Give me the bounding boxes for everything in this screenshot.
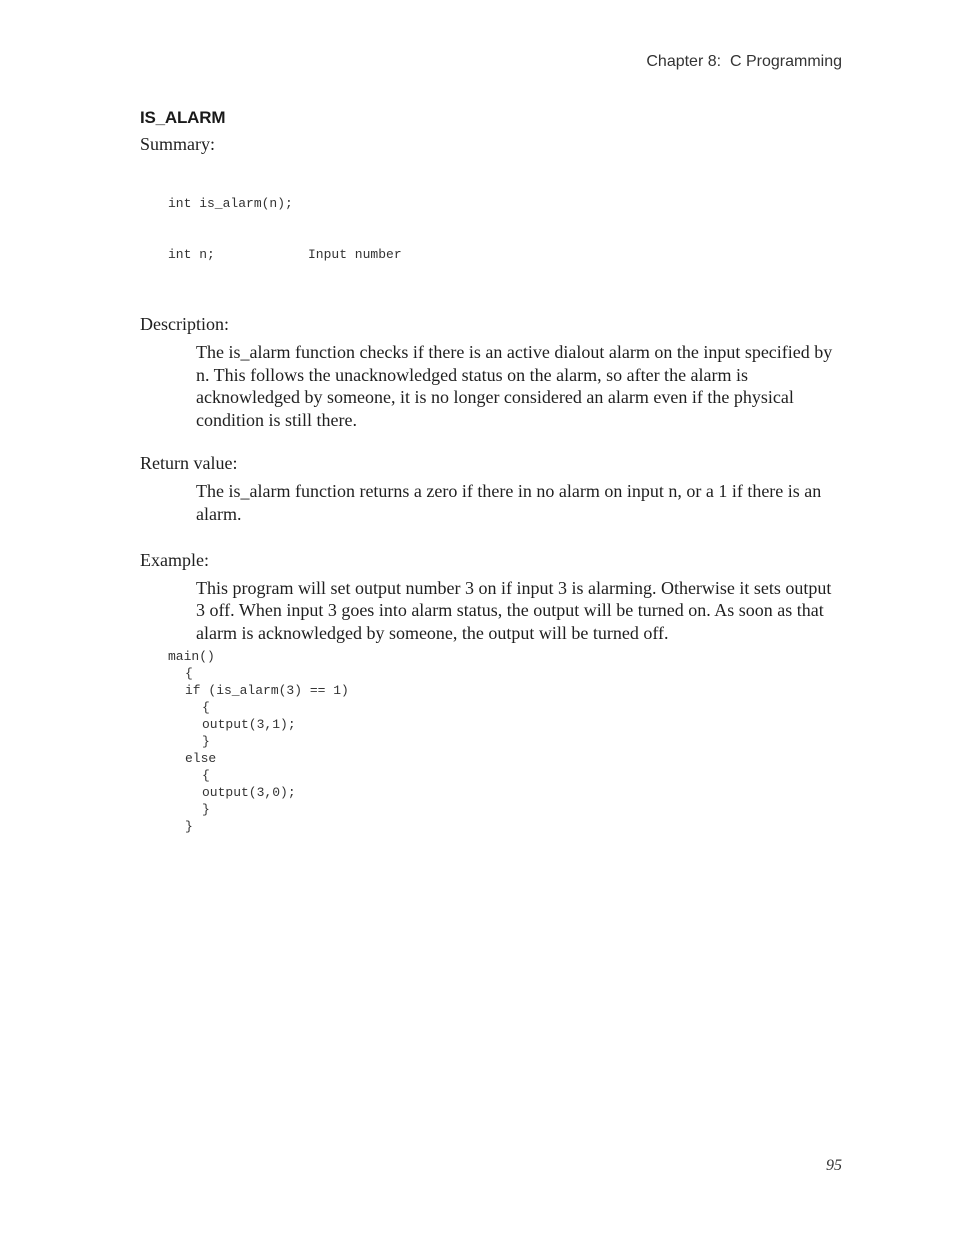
running-header: Chapter 8: C Programming (646, 53, 842, 70)
page-content (140, 108, 840, 835)
code-line: } (185, 819, 193, 835)
function-title: IS_ALARM (140, 108, 226, 127)
summary-declaration: int n; (168, 247, 215, 262)
description-text: The is_alarm function checks if there is an active dialout alarm on the input specified by n. This follows the unacknowledged status on the alarm, so after the alarm is acknowledged by someone, it is no longer considered an alarm even if the physical condition is still there. (196, 342, 833, 430)
example-label: Example: (140, 549, 209, 570)
code-line: output(3,0); (202, 785, 296, 801)
return-value-label: Return value: (140, 453, 238, 474)
description-label: Description: (140, 314, 229, 334)
summary-line (168, 195, 840, 212)
code-line: } (202, 734, 210, 750)
summary-label: Summary: (140, 134, 215, 154)
summary-line (168, 246, 840, 263)
code-line: if (is_alarm(3) == 1) (185, 683, 349, 699)
return-value-text: The is_alarm function returns a zero if there in no alarm on input n, or a 1 if there is an alarm. (196, 481, 822, 524)
code-line: else (185, 751, 217, 767)
code-line: output(3,1); (202, 717, 296, 733)
code-line: } (202, 802, 210, 818)
page-number: 95 (826, 1157, 842, 1174)
code-line: { (202, 768, 210, 784)
code-line: { (202, 700, 210, 716)
summary-comment: Input number (308, 247, 402, 262)
summary-code-block (168, 161, 840, 297)
code-line: main() (168, 649, 215, 665)
summary-declaration: int is_alarm(n); (168, 196, 293, 211)
example-text: This program will set output number 3 on if input 3 is alarming. Otherwise it sets output 3 off. When input 3 goes into alarm status, the output will be turned on. As soon as that alarm is acknowledged by someone, the output will be turned off. (196, 577, 832, 643)
example-code-block (168, 648, 840, 835)
code-line: { (185, 666, 193, 682)
